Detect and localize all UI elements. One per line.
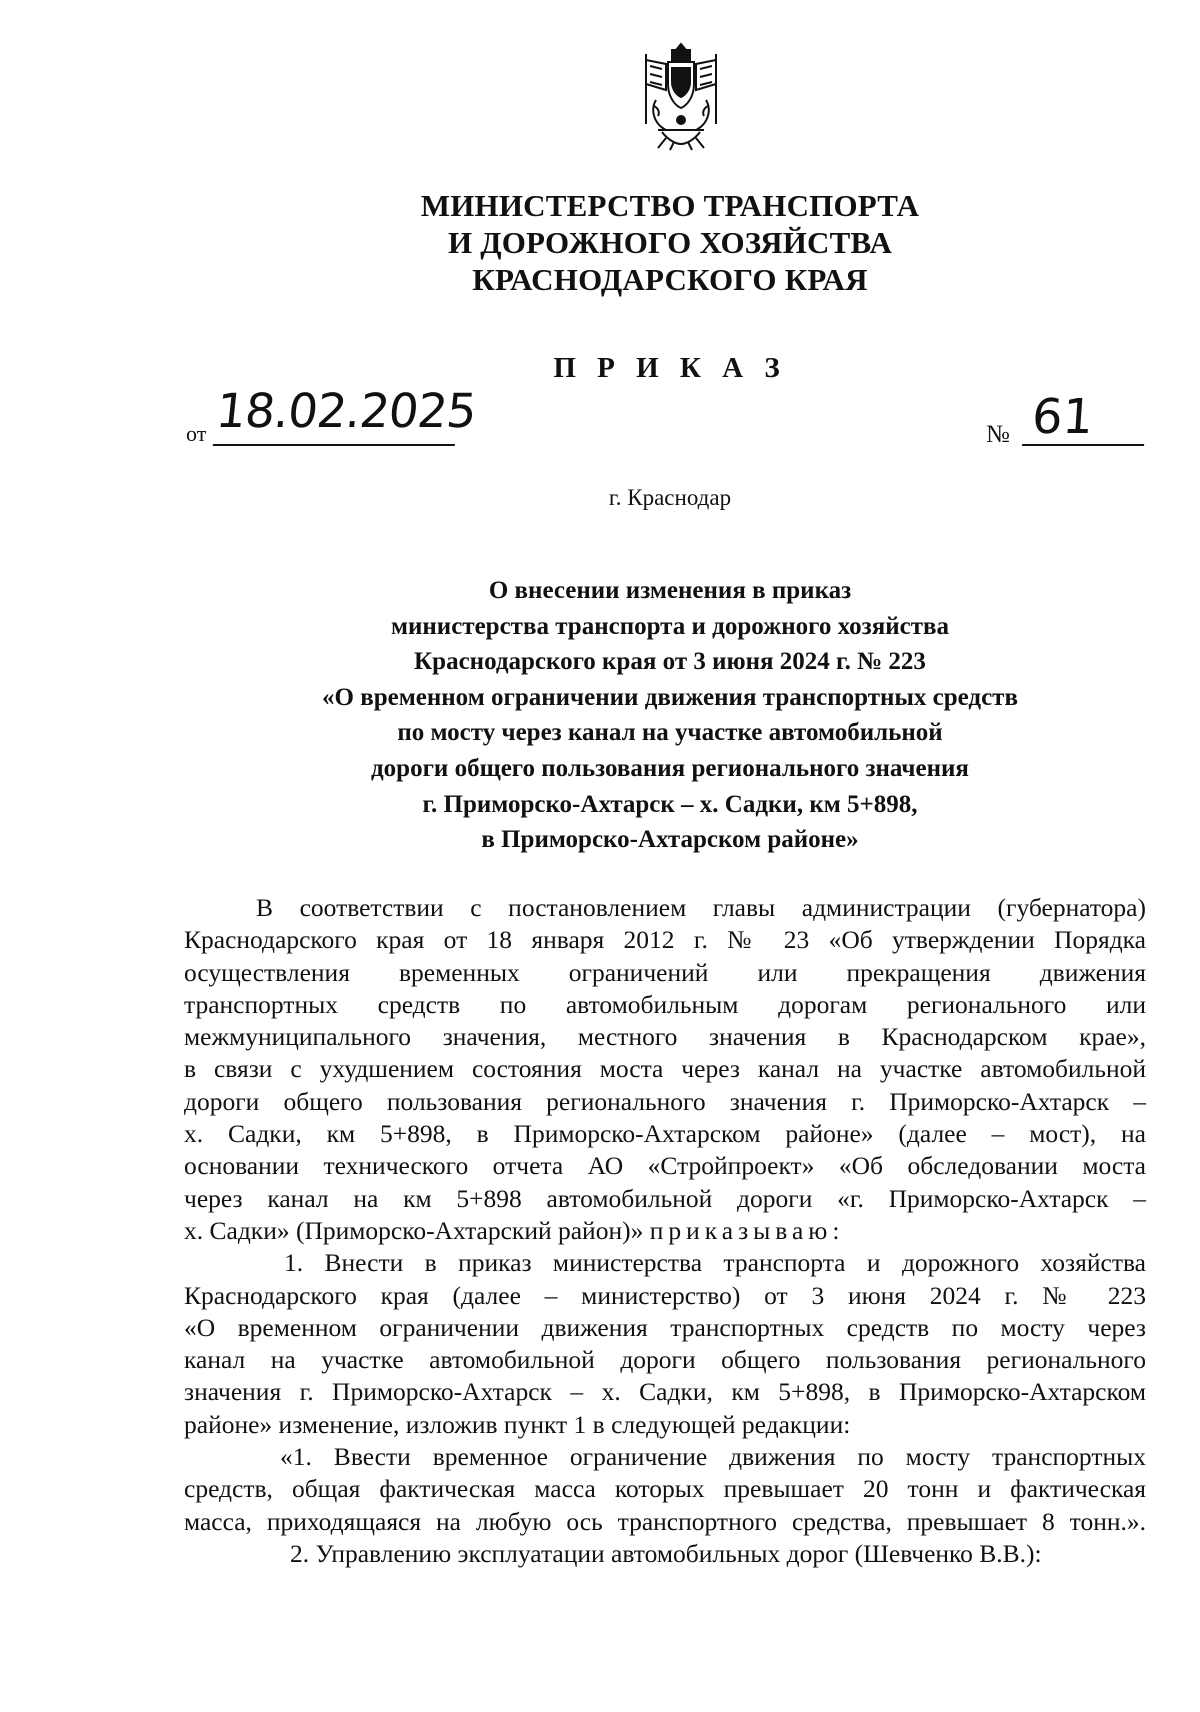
heading-line: в Приморско-Ахтарском районе» xyxy=(481,826,859,854)
body-line: районе» изменение, изложив пункт 1 в следующей редакции: xyxy=(184,1409,851,1439)
coat-of-arms-emblem xyxy=(636,40,726,152)
document-body xyxy=(184,892,1146,1570)
order-word: приказываю: xyxy=(649,1215,845,1245)
order-heading xyxy=(240,573,1100,858)
document-type-title: П Р И К А З xyxy=(553,352,787,384)
body-line: значения г. Приморско-Ахтарск – х. Садки, км 5+898, в Приморско-Ахтарском xyxy=(184,1377,1146,1407)
heading-line: Краснодарского края от 3 июня 2024 г. № 223 xyxy=(414,648,926,676)
handwritten-date: 18.02.2025 xyxy=(213,384,462,446)
date-prefix: от xyxy=(186,421,207,446)
body-line: транспортных средств по автомобильным дорогам регионального или xyxy=(184,989,1146,1019)
ministry-name xyxy=(300,187,1040,298)
heading-line: «О временном ограничении движения транспортных средств xyxy=(322,683,1018,711)
heading-line: министерства транспорта и дорожного хозяйства xyxy=(390,612,950,640)
body-line: дороги общего пользования регионального значения г. Приморско-Ахтарск – xyxy=(184,1086,1146,1116)
heading-line: О внесении изменения в приказ xyxy=(488,577,852,604)
body-line: «О временном ограничении движения транспортных средств по мосту через xyxy=(184,1312,1146,1342)
ministry-line: МИНИСТЕРСТВО ТРАНСПОРТА xyxy=(420,188,920,223)
body-line: основании технического отчета АО «Стройпроект» «Об обследовании моста xyxy=(184,1151,1146,1181)
body-text: х. Садки» (Приморско-Ахтарский район)» xyxy=(184,1215,644,1245)
body-line: осуществления временных ограничений или прекращения движения xyxy=(184,957,1146,987)
body-line: через канал на км 5+898 автомобильной дороги «г. Приморско-Ахтарск – xyxy=(184,1183,1146,1213)
number-prefix: № xyxy=(986,421,1010,448)
heading-line: г. Приморско-Ахтарск – х. Садки, км 5+898, xyxy=(422,790,918,818)
handwritten-order-number: 61 xyxy=(1022,390,1148,446)
heading-line: дороги общего пользования регионального значения xyxy=(371,754,969,782)
ministry-line: И ДОРОЖНОГО ХОЗЯЙСТВА xyxy=(447,225,893,260)
body-line: Краснодарского края от 18 января 2012 г. № 23 «Об утверждении Порядка xyxy=(184,925,1146,955)
body-line: 1. Внести в приказ министерства транспорта и дорожного хозяйства xyxy=(284,1248,1146,1278)
body-line: масса, приходящаяся на любую ось транспортного средства, превышает 8 тонн.». xyxy=(184,1506,1146,1536)
ministry-line: КРАСНОДАРСКОГО КРАЯ xyxy=(472,262,868,297)
body-line: межмуниципального значения, местного значения в Краснодарском крае», xyxy=(184,1022,1146,1052)
body-line: канал на участке автомобильной дороги общего пользования регионального xyxy=(184,1345,1146,1375)
body-line: х. Садки, км 5+898, в Приморско-Ахтарском районе» (далее – мост), на xyxy=(184,1119,1146,1149)
body-line: 2. Управлению эксплуатации автомобильных дорог (Шевченко В.В.): xyxy=(290,1538,1042,1568)
body-line: «1. Ввести временное ограничение движения по мосту транспортных xyxy=(280,1442,1146,1472)
city-label: г. Краснодар xyxy=(608,485,732,510)
body-line: в связи с ухудшением состояния моста через канал на участке автомобильной xyxy=(184,1054,1146,1084)
body-line: Краснодарского края (далее – министерство) от 3 июня 2024 г. № 223 xyxy=(184,1280,1146,1310)
body-line: В соответствии с постановлением главы администрации (губернатора) xyxy=(256,893,1146,922)
body-line: средств, общая фактическая масса которых превышает 20 тонн и фактическая xyxy=(184,1474,1146,1504)
heading-line: по мосту через канал на участке автомобильной xyxy=(397,719,943,747)
body-line xyxy=(184,1215,1146,1247)
